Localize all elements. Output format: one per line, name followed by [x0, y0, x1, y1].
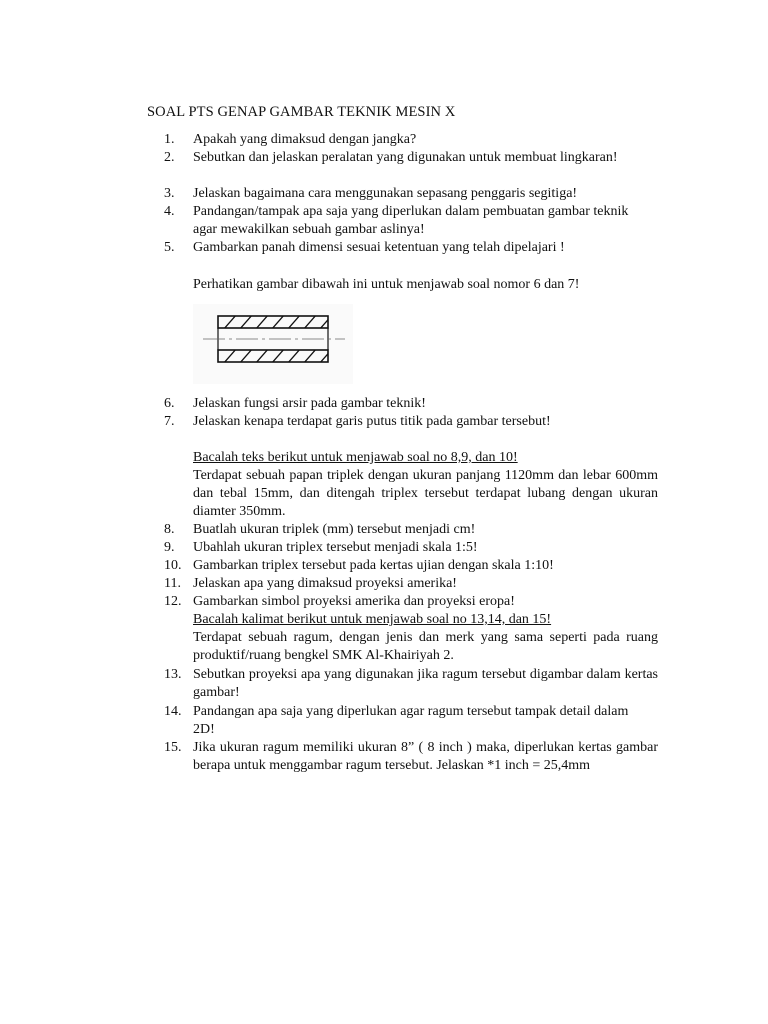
question-text: Apakah yang dimaksud dengan jangka?	[193, 132, 417, 147]
question-text: Sebutkan proyeksi apa yang digunakan jika ragum tersebut digambar dalam kertas gambar!	[193, 667, 658, 700]
question-text: Jika ukuran ragum memiliki ukuran 8” ( 8 inch ) maka, diperlukan kertas gambar berapa untuk menggambar ragum tersebut. Jelaskan *1 inch = 25,4mm	[193, 740, 658, 773]
question-text: Pandangan/tampak apa saja yang diperlukan dalam pembuatan gambar teknik agar mewakilkan sebuah gambar aslinya!	[193, 204, 629, 237]
question-number: 15.	[164, 740, 182, 755]
question-number: 2.	[164, 150, 175, 165]
reading-text: Terdapat sebuah papan triplek dengan ukuran panjang 1120mm dan lebar 600mm dan tebal 15mm, dan ditengah triplex tersebut terdapat lubang dengan ukuran diamter 350mm.	[193, 468, 658, 519]
question-text: Ubahlah ukuran triplex tersebut menjadi skala 1:5!	[193, 540, 478, 555]
question-number: 13.	[164, 667, 182, 682]
question-number: 12.	[164, 594, 182, 609]
question-text: Sebutkan dan jelaskan peralatan yang digunakan untuk membuat lingkaran!	[193, 150, 618, 165]
question-text: Jelaskan bagaimana cara menggunakan sepasang penggaris segitiga!	[193, 186, 578, 201]
figure-instruction: Perhatikan gambar dibawah ini untuk menjawab soal nomor 6 dan 7!	[193, 277, 580, 292]
question-number: 7.	[164, 414, 175, 429]
reading-text: Terdapat sebuah ragum, dengan jenis dan merk yang sama seperti pada ruang produktif/ruang bengkel SMK Al-Khairiyah 2.	[193, 630, 658, 663]
question-number: 5.	[164, 240, 175, 255]
question-text: Gambarkan panah dimensi sesuai ketentuan yang telah dipelajari !	[193, 240, 565, 255]
question-number: 14.	[164, 704, 182, 719]
question-text: Jelaskan apa yang dimaksud proyeksi amerika!	[193, 576, 457, 591]
question-text: Buatlah ukuran triplek (mm) tersebut menjadi cm!	[193, 522, 476, 537]
document-title: SOAL PTS GENAP GAMBAR TEKNIK MESIN X	[147, 104, 456, 120]
reading-heading: Bacalah teks berikut untuk menjawab soal no 8,9, dan 10!	[193, 450, 518, 465]
technical-drawing-figure	[193, 304, 353, 384]
question-number: 4.	[164, 204, 175, 219]
question-number: 9.	[164, 540, 175, 555]
hatched-section-drawing	[193, 304, 353, 384]
question-text: Gambarkan triplex tersebut pada kertas ujian dengan skala 1:10!	[193, 558, 554, 573]
question-number: 11.	[164, 576, 181, 591]
reading-heading: Bacalah kalimat berikut untuk menjawab soal no 13,14, dan 15!	[193, 612, 552, 627]
question-text: Jelaskan fungsi arsir pada gambar teknik!	[193, 396, 426, 411]
question-number: 8.	[164, 522, 175, 537]
question-number: 6.	[164, 396, 175, 411]
question-number: 10.	[164, 558, 182, 573]
question-text: Jelaskan kenapa terdapat garis putus titik pada gambar tersebut!	[193, 414, 551, 429]
question-text: Pandangan apa saja yang diperlukan agar ragum tersebut tampak detail dalam 2D!	[193, 704, 629, 737]
question-number: 3.	[164, 186, 175, 201]
question-text: Gambarkan simbol proyeksi amerika dan proyeksi eropa!	[193, 594, 515, 609]
question-number: 1.	[164, 132, 175, 147]
